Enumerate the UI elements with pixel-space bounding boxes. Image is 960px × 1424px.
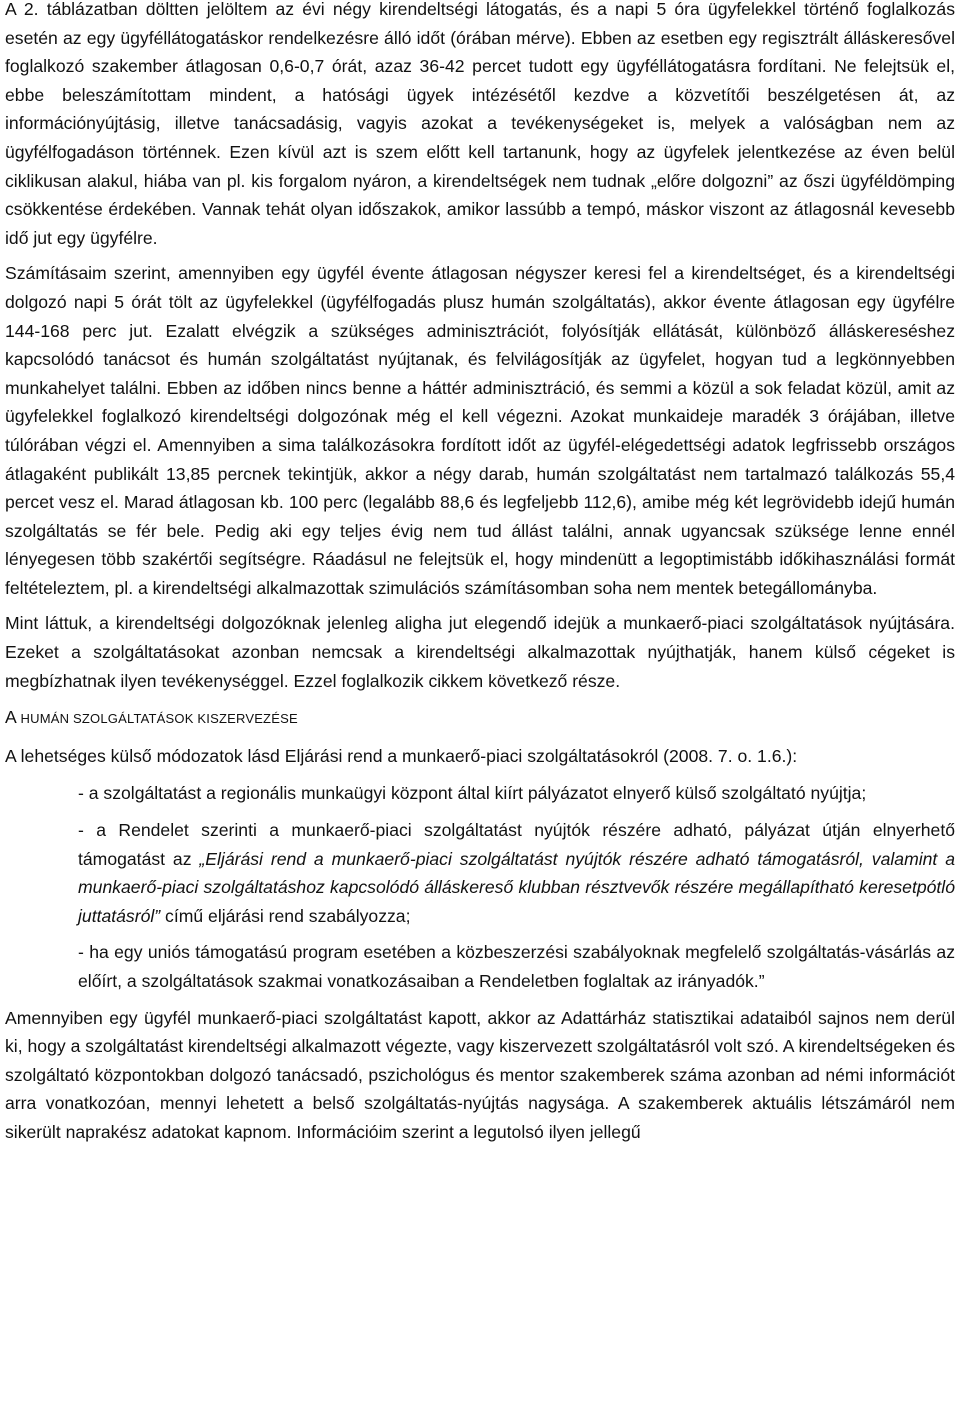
list-item <box>78 816 955 930</box>
list-item: - a szolgáltatást a regionális munkaügyi központ által kiírt pályázatot elnyerő külső szolgáltató nyújtja; <box>78 783 867 804</box>
paragraph-statistics: Amennyiben egy ügyfél munkaerő-piaci szolgáltatást kapott, akkor az Adattárház statisztikai adataiból sajnos nem derül ki, hogy a szolgáltatást kirendeltségi alkalmazott végezte, vagy kiszervezett szolgáltatásról volt szó. A kirendeltségeken és szolgáltató központokban dolgozó tanácsadó, pszichológus és mentor szakemberek száma azonban ad némi információt arra vonatkozóan, mennyi lehetett a belső szolgáltatás-nyújtás nagysága. A szakemberek aktuális létszámáról nem sikerült naprakész adatokat kapnom. Információim szerint a legutolsó ilyen jellegű <box>5 1007 955 1142</box>
paragraph-calculation: Számításaim szerint, amennyiben egy ügyfél évente átlagosan négyszer keresi fel a kirendeltséget, és a kirendeltségi dolgozó napi 5 órát tölt az ügyfelekkel (ügyfélfogadás plusz humán szolgáltatás), akkor évente átlagosan egy ügyfélre 144-168 perc jut. Ezalatt elvégzik a szükséges adminisztrációt, folyósítják ellátását, különböző álláskereséshez kapcsolódó tanácsot és humán szolgáltatást nyújtanak, és felvilágosítják az ügyfelet, hogyan tud a legkönnyebben munkahelyet találni. Ebben az időben nincs benne a háttér adminisztráció, és semmi a közül a sok feladat közül, amit az ügyfelekkel foglalkozó kirendeltségi dolgozónak még el kell végezni. Azokat munkaideje maradék 3 órájában, illetve túlórában végzi el. Amennyiben a sima találkozásokra fordított időt az ügyfél-elégedettségi adatok legfrissebb országos átlagaként publikált 13,85 percnek tekintjük, akkor a négy darab, humán szolgáltatást nem tartalmazó találkozás 55,4 percet vesz el. Marad átlagosan kb. 100 perc (legalább 88,6 és legfeljebb 112,6), amibe még két legrövidebb idejű humán szolgáltatás se fér bele. Pedig aki egy teljes évig nem tud állást találni, annak ugyancsak szüksége lenne ennél lényegesen több szakértői segítségre. Ráadásul ne felejtsük el, hogy mindenütt a legoptimistább időkihasználási formát feltételeztem, pl. a kirendeltségi alkalmazottak szimulációs számításomban soha nem mentek betegállományba. <box>5 263 955 598</box>
paragraph-visit-time-part-2: Ne felejtsük el, ebbe beleszámítottam mindent, a hatósági ügyek intézésétől kezdve a közvetítői beszélgetésen át, az információnyújtásig, illetve tanácsadásig, vagyis azokat a tevékenységeket is, melyek a valóságban nem az ügyfélfogadáson történnek. Ezen kívül azt is szem előtt kell tartanunk, hogy az ügyfelek jelentkezése az éven belül ciklikusan alakul, hiába van pl. kis forgalom nyáron, a kirendeltségek nem tudnak „előre dolgozni” az őszi ügyféldömping csökkentése érdekében. Vannak tehát olyan időszakok, amikor lassúbb a tempó, máskor viszont az átlagosnál kevesebb idő jut egy ügyfélre. <box>5 56 955 248</box>
list-item-text-end: című eljárási rend szabályozza; <box>160 905 411 926</box>
section-heading <box>5 703 955 734</box>
document-page <box>5 0 955 1147</box>
paragraph-visit-time <box>5 0 955 252</box>
paragraph-external-modes: A lehetséges külső módozatok lásd Eljárási rend a munkaerő-piaci szolgáltatásokról (2008. 7. o. 1.6.): <box>5 745 798 766</box>
paragraph-visit-time-part-1: A 2. táblázatban döltten jelöltem az évi négy kirendeltségi látogatás, és a napi 5 óra ügyfelekkel történő foglalkozás esetén az egy ügyféllátogatáskor rendelkezésre álló időt (órában mérve). Ebben az esetben egy regisztrált álláskeresővel foglalkozó szakember átlagosan 0,6-0,7 órát, azaz 36-42 percet tudott egy ügyféllátogatásra fordítani. <box>5 0 955 77</box>
paragraph-outsourcing-intro: Mint láttuk, a kirendeltségi dolgozóknak jelenleg aligha jut elegendő idejük a munkaerő-piaci szolgáltatások nyújtására. Ezeket a szolgáltatásokat azonban nemcsak a kirendeltségi alkalmazottak nyújthatják, hanem külső cégeket is megbízhatnak ilyen tevékenységgel. Ezzel foglalkozik cikkem következő része. <box>5 613 955 691</box>
list-item-italic-title: „Eljárási rend a munkaerő-piaci szolgáltatást nyújtók részére adható támogatásról, valamint a munkaerő-piaci szolgáltatáshoz kapcsolódó álláskereső klubban résztvevők részére megállapítható keresetpótló juttatásról” <box>78 848 955 926</box>
external-modes-list <box>5 779 955 995</box>
list-item-text-start: - a Rendelet szerinti a munkaerő-piaci szolgáltatást nyújtók részére adható, pályázat útján elnyerhető támogatást az <box>78 820 955 869</box>
section-heading-initial: A <box>5 707 17 728</box>
list-item: - ha egy uniós támogatású program esetében a közbeszerzési szabályoknak megfelelő szolgáltatás-vásárlás az előírt, a szolgáltatások szakmai vonatkozásaiban a Rendeletben foglaltak az irányadók.” <box>78 942 955 991</box>
section-heading-text: HUMÁN SZOLGÁLTATÁSOK KISZERVEZÉSE <box>16 711 298 727</box>
